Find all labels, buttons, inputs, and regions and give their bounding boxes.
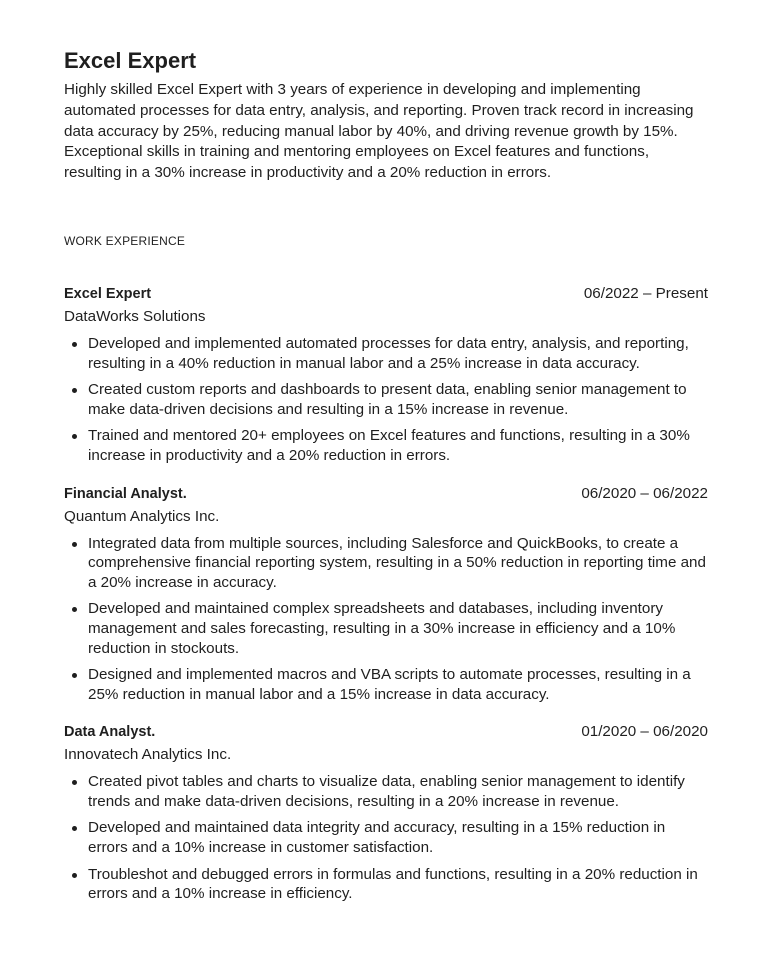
job-entry — [64, 722, 708, 904]
job-header — [64, 722, 708, 742]
section-title-work-experience: WORK EXPERIENCE — [64, 233, 186, 248]
job-title: Financial Analyst. — [64, 485, 187, 502]
job-dates: 06/2022 – Present — [583, 284, 708, 302]
job-bullets — [64, 534, 708, 705]
job-header — [64, 284, 708, 304]
job-bullets — [64, 772, 708, 904]
job-title: Data Analyst. — [64, 724, 156, 741]
company-name: Quantum Analytics Inc. — [64, 507, 220, 525]
job-bullet: Trained and mentored 20+ employees on Excel features and functions, resulting in a 30% increase in productivity and a 20% reduction in errors. — [64, 426, 708, 465]
resume-summary: Highly skilled Excel Expert with 3 years of experience in developing and implementing automated processes for data entry, analysis, and reporting. Proven track record in increasing data accuracy by 25%, reducing manual labor by 40%, and driving revenue growth by 15%. Exceptional skills in training and mentoring employees on Excel features and functions, resulting in a 30% increase in productivity and a 20% reduction in errors. — [64, 81, 694, 182]
job-dates: 01/2020 – 06/2020 — [581, 723, 708, 741]
job-bullet: Created pivot tables and charts to visualize data, enabling senior management to identify trends and make data-driven decisions, resulting in a 20% increase in revenue. — [64, 772, 708, 811]
company-name: DataWorks Solutions — [64, 307, 206, 325]
job-bullet: Integrated data from multiple sources, including Salesforce and QuickBooks, to create a comprehensive financial reporting system, resulting in a 50% reduction in reporting time and a 20% increase in accuracy. — [64, 534, 708, 593]
job-entry — [64, 484, 708, 705]
job-bullets — [64, 334, 708, 466]
job-entry — [64, 284, 708, 466]
job-bullet: Designed and implemented macros and VBA scripts to automate processes, resulting in a 25% reduction in manual labor and a 15% increase in data accuracy. — [64, 665, 708, 704]
job-title: Excel Expert — [64, 285, 152, 302]
job-bullet: Troubleshot and debugged errors in formulas and functions, resulting in a 20% reduction in errors and a 10% increase in efficiency. — [64, 865, 708, 904]
job-bullet: Developed and implemented automated processes for data entry, analysis, and reporting, resulting in a 40% reduction in manual labor and a 25% increase in data accuracy. — [64, 334, 708, 373]
company-name: Innovatech Analytics Inc. — [64, 746, 232, 764]
job-bullet: Developed and maintained data integrity and accuracy, resulting in a 15% reduction in errors and a 10% increase in customer satisfaction. — [64, 818, 708, 857]
job-bullet: Developed and maintained complex spreadsheets and databases, including inventory management and sales forecasting, resulting in a 30% increase in efficiency and a 10% reduction in stockouts. — [64, 599, 708, 658]
job-bullet: Created custom reports and dashboards to present data, enabling senior management to make data-driven decisions and resulting in a 15% increase in revenue. — [64, 380, 708, 419]
job-dates: 06/2020 – 06/2022 — [581, 484, 708, 502]
resume-title: Excel Expert — [64, 48, 197, 73]
job-header — [64, 484, 708, 504]
